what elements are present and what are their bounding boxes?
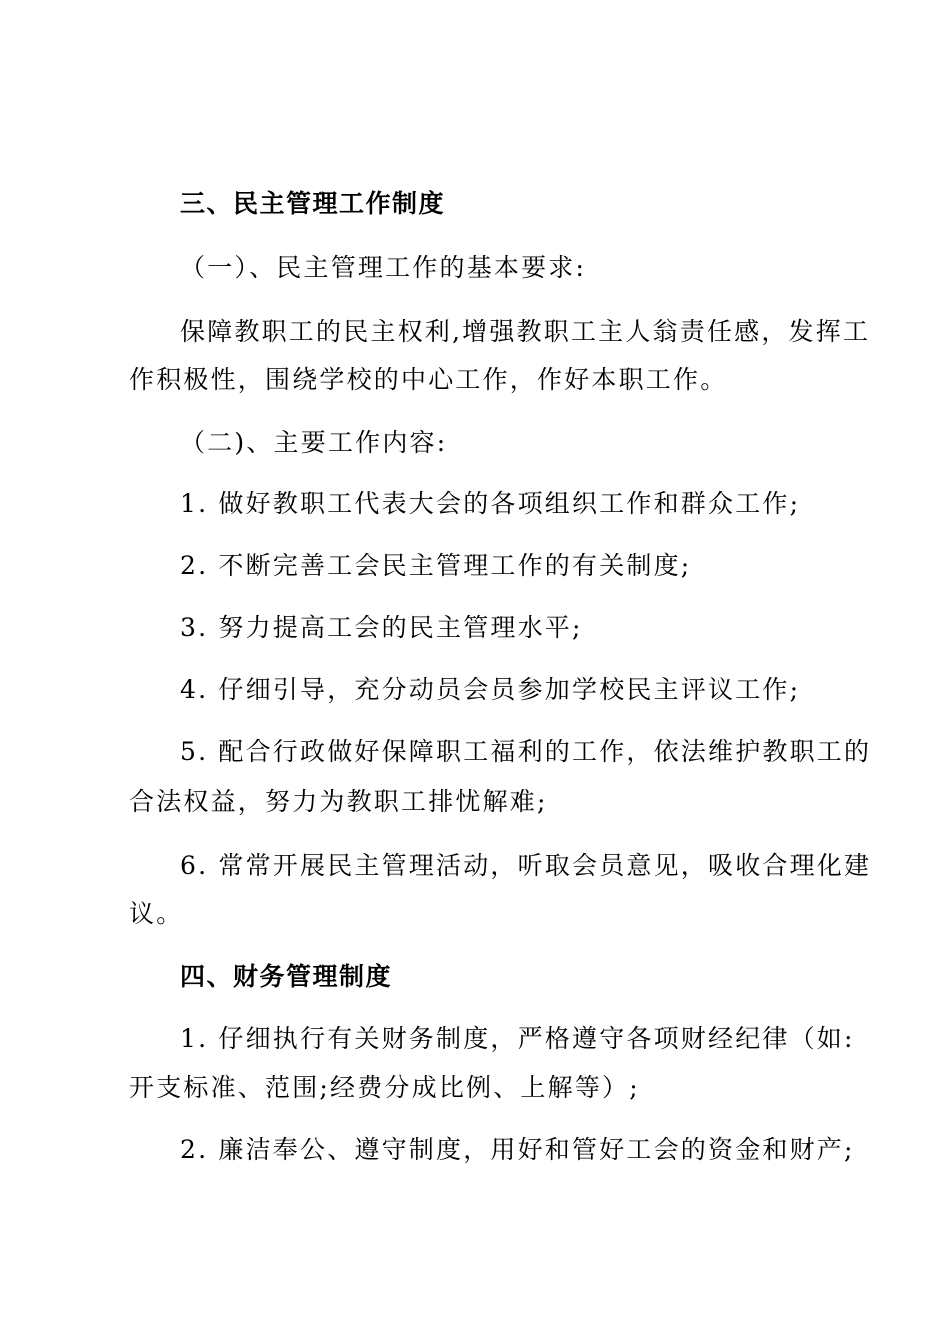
requirement-paragraph-line-1: 保障教职工的民主权利,增强教职工主人翁责任感，发挥工: [180, 317, 871, 346]
section-3-subheading-1: （一）、民主管理工作的基本要求:: [180, 253, 587, 282]
work-item-1: 1. 做好教职工代表大会的各项组织工作和群众工作;: [180, 489, 801, 518]
work-item-2: 2. 不断完善工会民主管理工作的有关制度;: [180, 551, 692, 580]
work-item-4: 4. 仔细引导，充分动员会员参加学校民主评议工作;: [180, 675, 801, 704]
finance-item-1-line-1: 1. 仔细执行有关财务制度，严格遵守各项财经纪律（如:: [180, 1024, 855, 1053]
finance-item-2: 2. 廉洁奉公、遵守制度，用好和管好工会的资金和财产;: [180, 1135, 855, 1164]
section-4-heading: 四、财务管理制度: [180, 962, 393, 991]
work-item-5-line-2: 合法权益，努力为教职工排忧解难;: [129, 787, 548, 816]
section-3-heading: 三、民主管理工作制度: [180, 189, 446, 218]
work-item-3: 3. 努力提高工会的民主管理水平;: [180, 613, 583, 642]
work-item-5-line-1: 5. 配合行政做好保障职工福利的工作，依法维护教职工的: [180, 737, 872, 766]
work-item-6-line-2: 议。: [129, 899, 184, 928]
finance-item-1-line-2: 开支标准、范围;经费分成比例、上解等）;: [129, 1073, 640, 1102]
section-3-subheading-2: （二)、主要工作内容:: [180, 428, 448, 457]
requirement-paragraph-line-2: 作积极性，围绕学校的中心工作，作好本职工作。: [129, 365, 728, 394]
work-item-6-line-1: 6. 常常开展民主管理活动，听取会员意见，吸收合理化建: [180, 851, 872, 880]
